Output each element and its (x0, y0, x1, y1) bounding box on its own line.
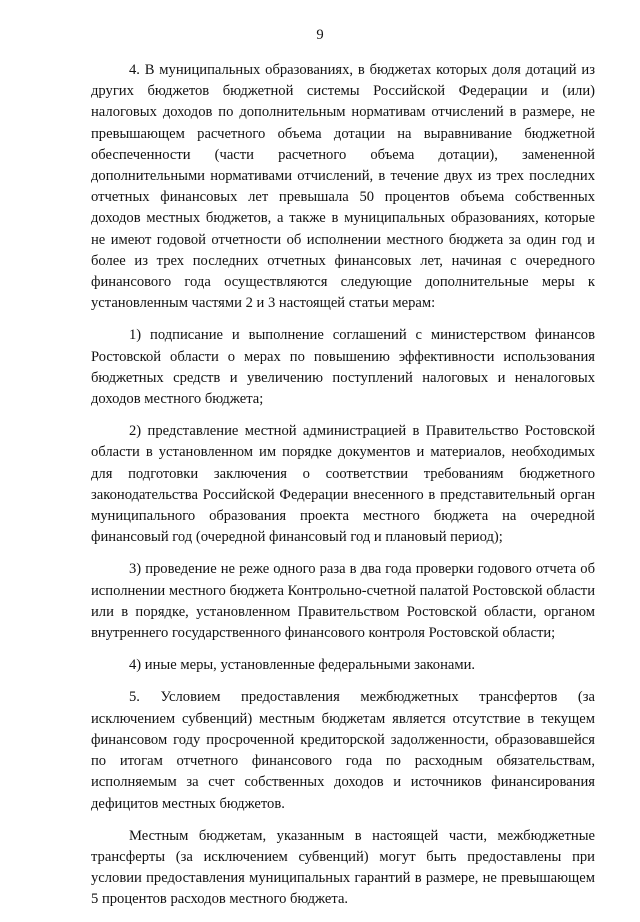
document-body (91, 60, 595, 922)
paragraph-part-5: 5. Условием предоставления межбюджетных трансфертов (за исключением субвенций) местным бюджетам является отсутствие в текущем финансовом году просроченной кредиторской задолженности, образовавшейся по итогам отчетного финансового года по расходным обязательствам, исполняемым за счет собственных доходов и источников финансирования дефицитов местных бюджетов. (91, 689, 595, 812)
paragraph-part-4: 4. В муниципальных образованиях, в бюджетах которых доля дотаций из других бюджетов бюджетной системы Российской Федерации и (или) налоговых доходов по дополнительным нормативам отчислений в размере, не превышающем расчетного объема дотации на выравнивание бюджетной обеспеченности (части расчетного объема дотации), замененной дополнительными нормативами отчислений, в течение двух из трех последних отчетных финансовых лет превышала 50 процентов объема собственных доходов местных бюджетов, а также в муниципальных образованиях, которые не имеют годовой отчетности об исполнении местного бюджета за один год и более из трех последних отчетных финансовых лет, начиная с очередного финансового года осуществляются следующие дополнительные меры к установленным частями 2 и 3 настоящей статьи мерам: (91, 62, 595, 312)
paragraph-item-1: 1) подписание и выполнение соглашений с министерством финансов Ростовской области о мерах по повышению эффективности использования бюджетных средств и увеличению поступлений налоговых и неналоговых доходов местного бюджета; (91, 327, 595, 408)
paragraph-part-5-continuation: Местным бюджетам, указанным в настоящей части, межбюджетные трансферты (за исключением субвенций) могут быть предоставлены при условии предоставления муниципальных гарантий в размере, не превышающем 5 процентов расходов местного бюджета. (91, 827, 595, 908)
paragraph-item-2: 2) представление местной администрацией в Правительство Ростовской области в установленном им порядке документов и материалов, необходимых для подготовки заключения о соответствии требованиям бюджетного законодательства Российской Федерации внесенного в представительный орган муниципального образования проекта местного бюджета на очередной финансовый год (очередной финансовый год и плановый период); (91, 423, 595, 546)
paragraph-item-3: 3) проведение не реже одного раза в два года проверки годового отчета об исполнении местного бюджета Контрольно-счетной палатой Ростовской области или в порядке, установленном Правительством Ростовской области, органом внутреннего государственного финансового контроля Ростовской области; (91, 561, 595, 642)
page-number: 9 (316, 27, 324, 43)
paragraph-item-4: 4) иные меры, установленные федеральными законами. (129, 657, 476, 674)
